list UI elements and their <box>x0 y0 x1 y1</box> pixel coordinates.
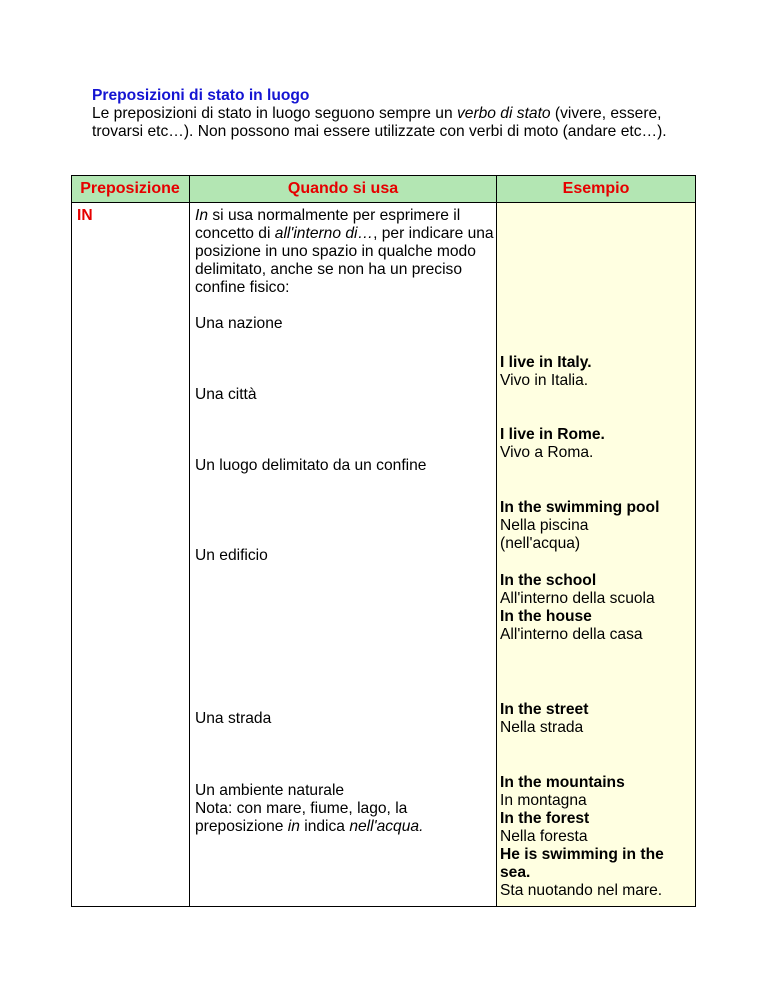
preposition-in: IN <box>77 207 93 224</box>
desc-italic-1: In <box>195 207 209 224</box>
intro-paragraph <box>92 105 682 141</box>
intro-text-1: Le preposizioni di stato in luogo seguono sempre un <box>92 105 457 122</box>
example-school-it: All'interno della scuola <box>500 590 655 607</box>
example-rome-it: Vivo a Roma. <box>500 444 594 461</box>
example-italy-en: I live in Italy. <box>500 354 592 371</box>
use-strada: Una strada <box>195 710 272 727</box>
example-sea-it: Sta nuotando nel mare. <box>500 882 663 899</box>
nota-text-a: preposizione <box>195 818 288 835</box>
example-sea-en-2: sea. <box>500 864 531 881</box>
use-ambiente <box>195 782 495 836</box>
border-right <box>695 175 696 907</box>
usage-description <box>195 207 495 297</box>
border-col-2 <box>496 175 497 907</box>
example-mountains-en: In the mountains <box>500 774 625 791</box>
border-col-1 <box>189 175 190 907</box>
use-citta: Una città <box>195 386 257 403</box>
example-forest-en: In the forest <box>500 810 590 827</box>
example-forest-it: Nella foresta <box>500 828 588 845</box>
prepositions-table <box>71 175 696 907</box>
example-rome <box>500 426 605 462</box>
example-street-it: Nella strada <box>500 719 584 736</box>
example-street <box>500 701 588 737</box>
example-school-en: In the school <box>500 572 597 589</box>
example-pool <box>500 499 659 553</box>
desc-text-4: , per indicare una posizione in uno spazio in qualche modo delimitato, anche se non ha un preciso confine fisico: <box>195 225 494 296</box>
example-house-it: All'interno della casa <box>500 626 643 643</box>
section-title: Preposizioni di stato in luogo <box>92 87 310 104</box>
use-luogo: Un luogo delimitato da un confine <box>195 457 427 474</box>
nota-text-c: indica <box>299 818 350 835</box>
header-esempio: Esempio <box>562 180 630 197</box>
intro-section <box>92 87 682 141</box>
border-bottom <box>71 906 696 907</box>
use-ambiente-nota-1: Nota: con mare, fiume, lago, la <box>195 800 408 817</box>
nota-italic-d: nell'acqua. <box>349 818 424 835</box>
intro-italic: verbo di stato <box>456 105 551 122</box>
border-header-bottom <box>71 202 696 203</box>
example-building <box>500 572 655 644</box>
use-ambiente-nota-2 <box>195 818 495 836</box>
example-mountains-it: In montagna <box>500 792 587 809</box>
example-nature <box>500 774 664 900</box>
border-left <box>71 175 72 907</box>
desc-italic-3: all'interno di… <box>274 225 374 242</box>
header-quando-si-usa: Quando si usa <box>287 180 399 197</box>
example-sea-en-1: He is swimming in the <box>500 846 664 863</box>
header-preposizione: Preposizione <box>80 180 180 197</box>
use-nazione: Una nazione <box>195 315 283 332</box>
example-pool-it-2: (nell'acqua) <box>500 535 581 552</box>
use-edificio: Un edificio <box>195 547 268 564</box>
example-italy <box>500 354 592 390</box>
example-pool-it-1: Nella piscina <box>500 517 589 534</box>
example-pool-en: In the swimming pool <box>500 499 660 516</box>
intro-text-2: (vivere, essere, trovarsi etc…). Non possono mai essere utilizzate con verbi di moto (andare etc…). <box>92 105 667 140</box>
nota-italic-b: in <box>287 818 300 835</box>
example-house-en: In the house <box>500 608 592 625</box>
desc-text-2: si usa normalmente per esprimere il concetto di <box>195 207 461 242</box>
example-italy-it: Vivo in Italia. <box>500 372 589 389</box>
example-rome-en: I live in Rome. <box>500 426 605 443</box>
example-street-en: In the street <box>500 701 589 718</box>
use-ambiente-title: Un ambiente naturale <box>195 782 345 799</box>
